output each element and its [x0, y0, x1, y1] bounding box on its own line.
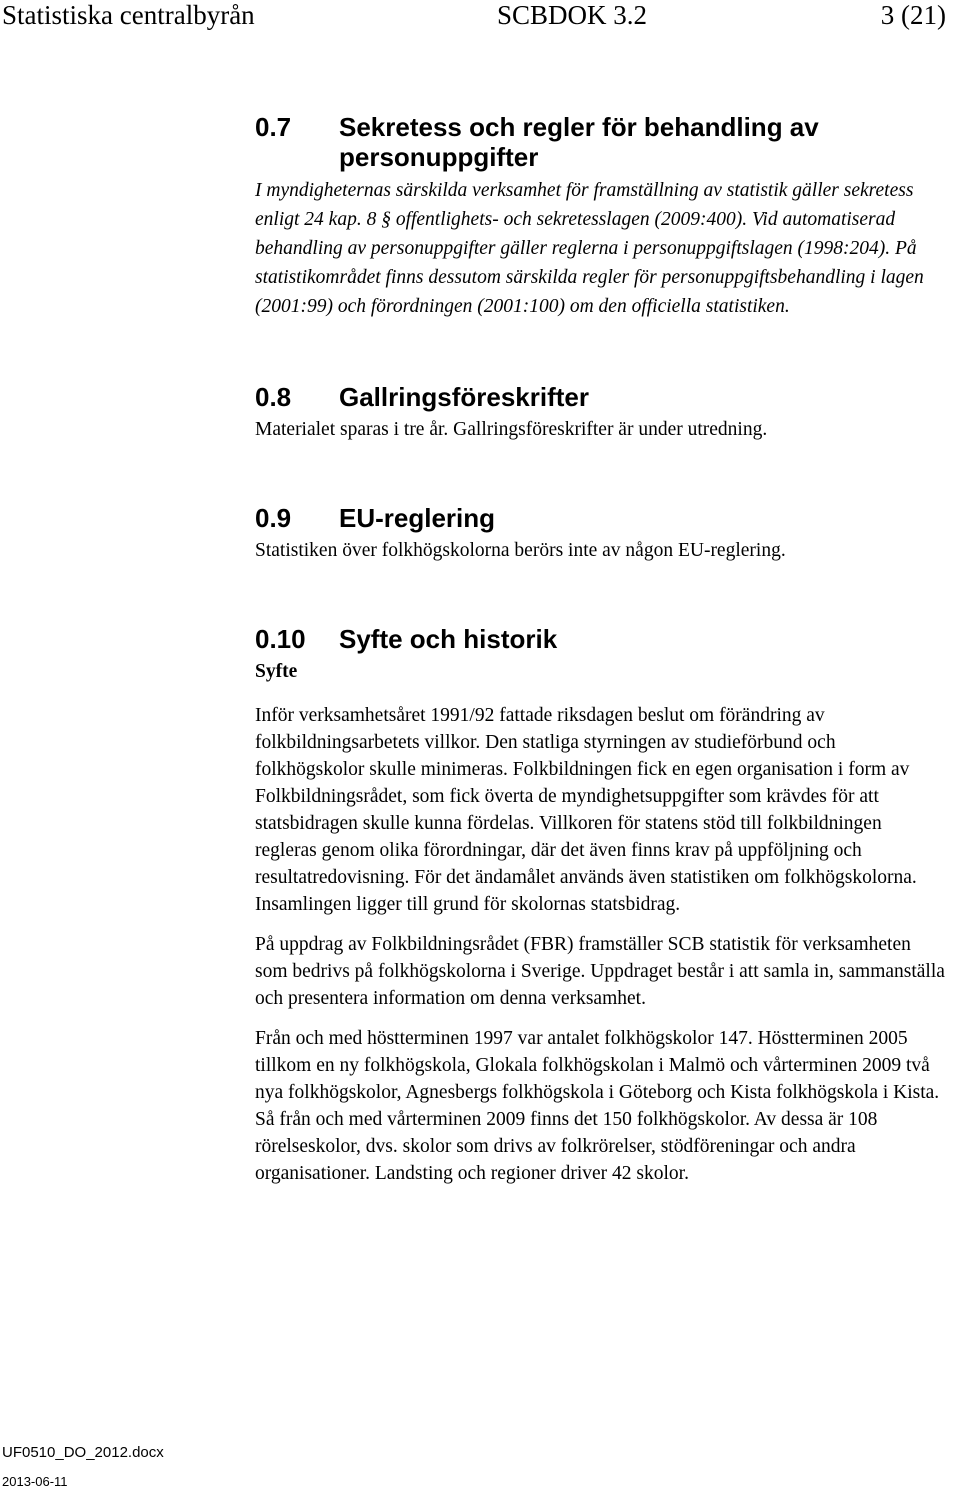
section-number: 0.10	[255, 624, 306, 654]
paragraph-2: På uppdrag av Folkbildningsrådet (FBR) framställer SCB statistik för verksamheten som bedrivs på folkhögskolorna i Sverige. Uppdraget består i att samla in, sammanställa och presentera information om denna verksamhet.	[255, 934, 945, 1009]
section-heading	[255, 503, 955, 533]
section-title: Gallringsföreskrifter	[339, 382, 589, 412]
section-heading	[255, 112, 955, 142]
section-title: Sekretess och regler för behandling av	[339, 112, 819, 142]
page-header	[0, 0, 960, 34]
document-code: SCBDOK 3.2	[497, 0, 648, 30]
paragraph-1: Inför verksamhetsåret 1991/92 fattade riksdagen beslut om förändring av folkbildningsarbetets villkor. Den statliga styrningen av studieförbund och folkhögskolor skulle minimeras. Folkbildningen fick en egen organisation i form av Folkbildningsrådet, som fick överta de myndighetsuppgifter som krävdes för att statsbidragen skulle kunna fördelas. Villkoren för statens stöd till folkbildningen regleras genom olika förordningar, där det även finns krav på uppföljning och resultatredovisning. För det ändamålet används även statistiken om folkhögskolorna. Insamlingen ligger till grund för skolornas statsbidrag.	[255, 705, 917, 915]
section-0-8	[255, 382, 955, 443]
footer-date: 2013-06-11	[2, 1474, 68, 1489]
document-body	[255, 112, 955, 1187]
paragraph-3: Från och med höstterminen 1997 var antalet folkhögskolor 147. Höstterminen 2005 tillkom en ny folkhögskola, Glokala folkhögskolan i Malmö och vårterminen 2009 två nya folkhögskolor, Agnesbergs folkhögskola i Göteborg och Kista folkhögskola i Kista. Så från och med vårterminen 2009 finns det 150 folkhögskolor. Av dessa är 108 rörelseskolor, dvs. skolor som drivs av folkrörelser, stödföreningar och andra organisationer. Landsting och regioner driver 42 skolor.	[255, 1028, 940, 1184]
section-text: Materialet sparas i tre år. Gallringsföreskrifter är under utredning.	[255, 419, 768, 440]
section-number: 0.8	[255, 382, 292, 412]
section-title: EU-reglering	[339, 503, 496, 533]
section-heading	[255, 382, 955, 412]
section-heading	[255, 624, 955, 654]
section-number: 0.7	[255, 112, 292, 142]
subsection-heading: Syfte	[255, 661, 298, 682]
page-number: 3 (21)	[880, 0, 946, 30]
section-title: Syfte och historik	[339, 624, 558, 654]
section-number: 0.9	[255, 503, 292, 533]
section-heading-continued	[339, 142, 955, 172]
footer-filename: UF0510_DO_2012.docx	[2, 1444, 164, 1461]
section-0-7	[255, 112, 955, 321]
section-text: Statistiken över folkhögskolorna berörs inte av någon EU-reglering.	[255, 540, 786, 561]
section-0-10	[255, 624, 955, 1187]
organization-name: Statistiska centralbyrån	[2, 0, 255, 30]
section-0-9	[255, 503, 955, 564]
section-title-line-2: personuppgifter	[339, 142, 539, 172]
section-text: I myndigheternas särskilda verksamhet för framställning av statistik gäller sekretess enligt 24 kap. 8 § offentlighets- och sekretesslagen (2009:400). Vid automatiserad behandling av personuppgifter gäller reglerna i personuppgiftslagen (1998:204). På statistikområdet finns dessutom särskilda regler för personuppgiftsbehandling i lagen (2001:99) och förordningen (2001:100) om den officiella statistiken.	[255, 180, 924, 317]
